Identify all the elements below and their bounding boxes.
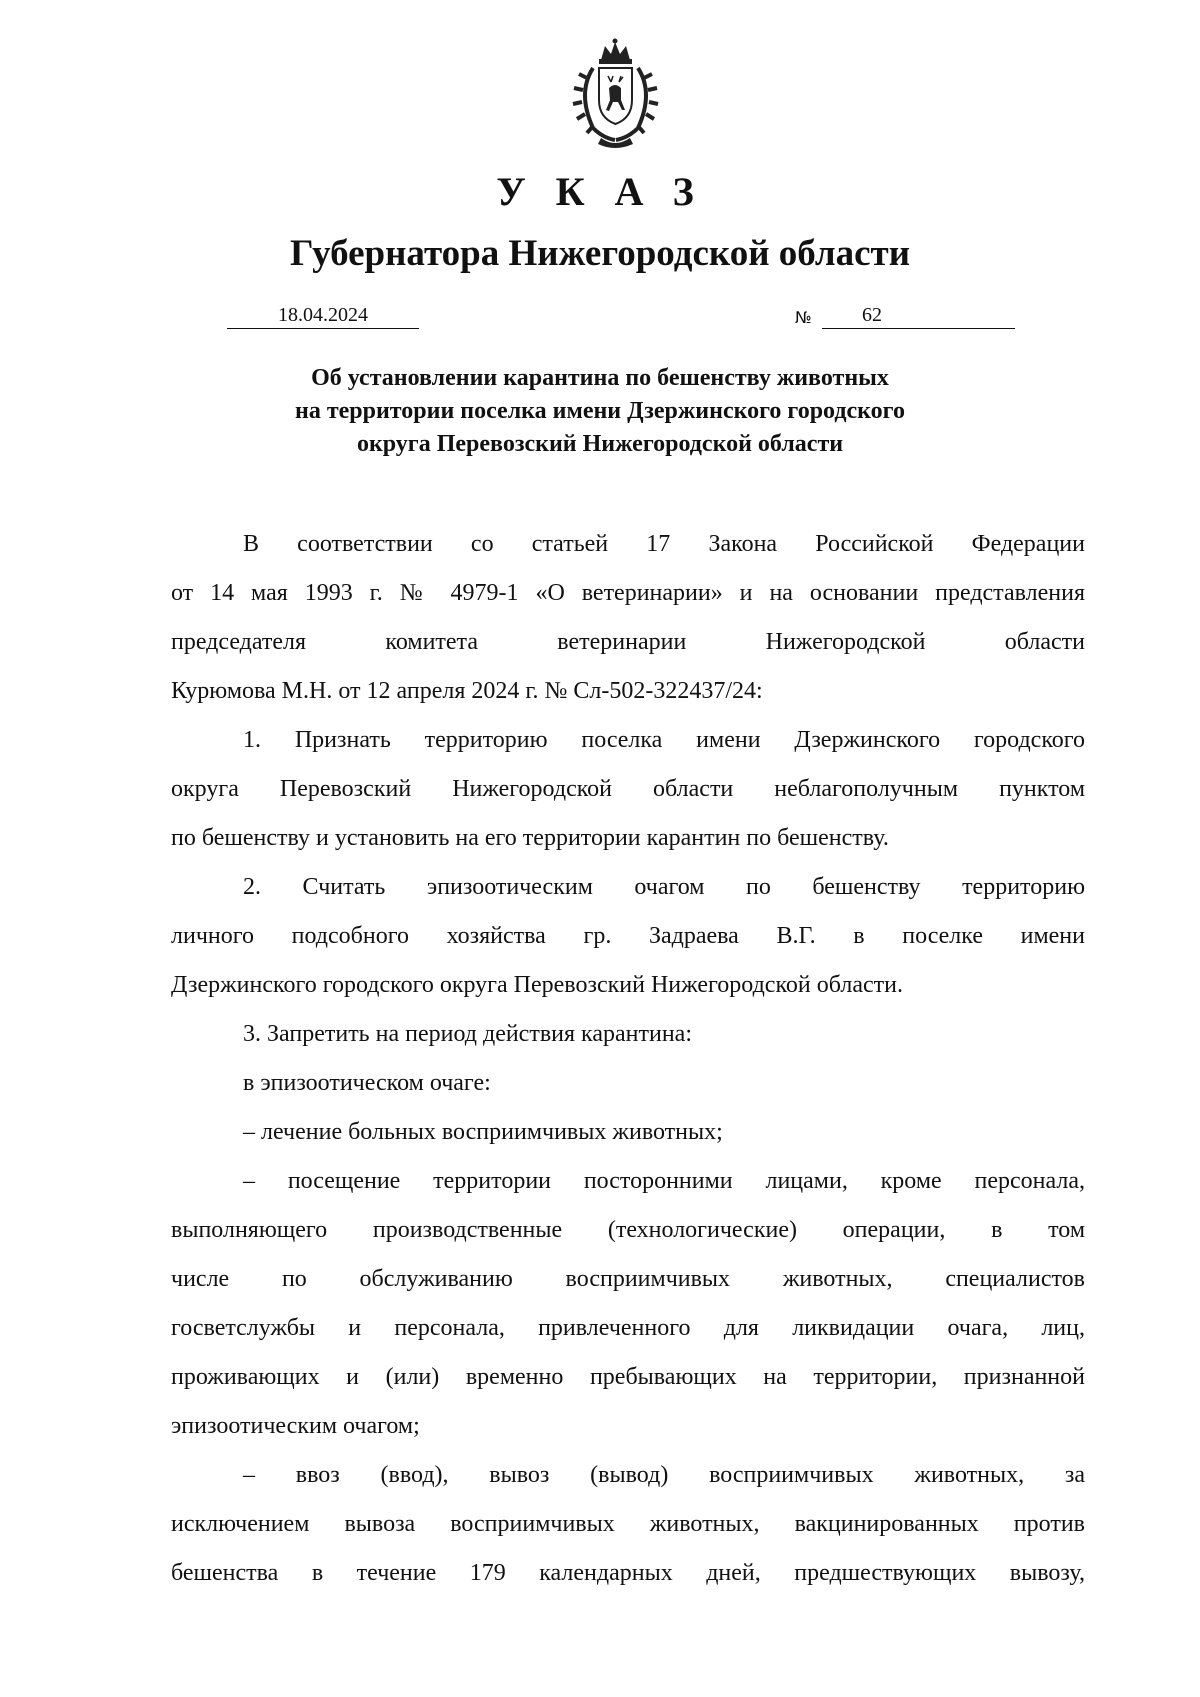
coat-of-arms-emblem: [563, 38, 668, 148]
text-line: – ввоз (ввод), вывоз (вывод) восприимчивых животных, за: [243, 1462, 1085, 1488]
text-line: председателя комитета ветеринарии Нижегородской области: [171, 629, 1085, 655]
text-line: – посещение территории посторонними лицами, кроме персонала,: [243, 1168, 1085, 1194]
bullet-3-paragraph: [171, 1451, 1085, 1598]
text-line: – лечение больных восприимчивых животных;: [243, 1119, 723, 1145]
subject-line: на территории поселка имени Дзержинского городского: [295, 398, 905, 424]
text-line: 3. Запретить на период действия карантина:: [243, 1021, 692, 1047]
item-2-paragraph: [171, 863, 1085, 1010]
decree-title: УКАЗ: [496, 169, 724, 214]
text-line: Курюмова М.Н. от 12 апреля 2024 г. № Сл-502-322437/24:: [171, 678, 763, 704]
text-line: эпизоотическим очагом;: [171, 1413, 420, 1439]
subject-line: округа Перевозский Нижегородской области: [356, 431, 844, 457]
subject-line: Об установлении карантина по бешенству животных: [311, 365, 889, 391]
decree-number: 62: [862, 304, 882, 326]
text-line: числе по обслуживанию восприимчивых животных, специалистов: [171, 1266, 1085, 1292]
text-line: Дзержинского городского округа Перевозский Нижегородской области.: [171, 972, 903, 998]
decree-body: [171, 520, 1085, 1598]
text-line: госветслужбы и персонала, привлеченного для ликвидации очага, лиц,: [171, 1315, 1085, 1341]
text-line: 1. Признать территорию поселка имени Дзержинского городского: [243, 727, 1085, 753]
text-line: В соответствии со статьей 17 Закона Российской Федерации: [243, 531, 1085, 557]
text-line: округа Перевозский Нижегородской области неблагополучным пунктом: [171, 776, 1085, 802]
text-line: выполняющего производственные (технологические) операции, в том: [171, 1217, 1085, 1243]
bullet-1-paragraph: [171, 1108, 1085, 1157]
text-line: проживающих и (или) временно пребывающих на территории, признанной: [171, 1364, 1085, 1390]
text-line: личного подсобного хозяйства гр. Задраева В.Г. в поселке имени: [171, 923, 1085, 949]
focus-label-paragraph: [171, 1059, 1085, 1108]
text-line: в эпизоотическом очаге:: [243, 1070, 491, 1096]
text-line: бешенства в течение 179 календарных дней, предшествующих вывозу,: [171, 1560, 1085, 1586]
item-3-paragraph: [171, 1010, 1085, 1059]
intro-paragraph: [171, 520, 1085, 716]
decree-subject: [0, 362, 1200, 461]
decree-number-field: [822, 302, 1015, 329]
number-label: №: [795, 308, 812, 327]
text-line: исключением вывоза восприимчивых животных, вакцинированных против: [171, 1511, 1085, 1537]
text-line: от 14 мая 1993 г. № 4979-1 «О ветеринарии» и на основании представления: [171, 580, 1085, 606]
decree-date: 18.04.2024: [227, 302, 419, 329]
text-line: по бешенству и установить на его территории карантин по бешенству.: [171, 825, 889, 851]
decree-subtitle: Губернатора Нижегородской области: [289, 233, 911, 274]
text-line: 2. Считать эпизоотическим очагом по бешенству территорию: [243, 874, 1085, 900]
bullet-2-paragraph: [171, 1157, 1085, 1451]
item-1-paragraph: [171, 716, 1085, 863]
